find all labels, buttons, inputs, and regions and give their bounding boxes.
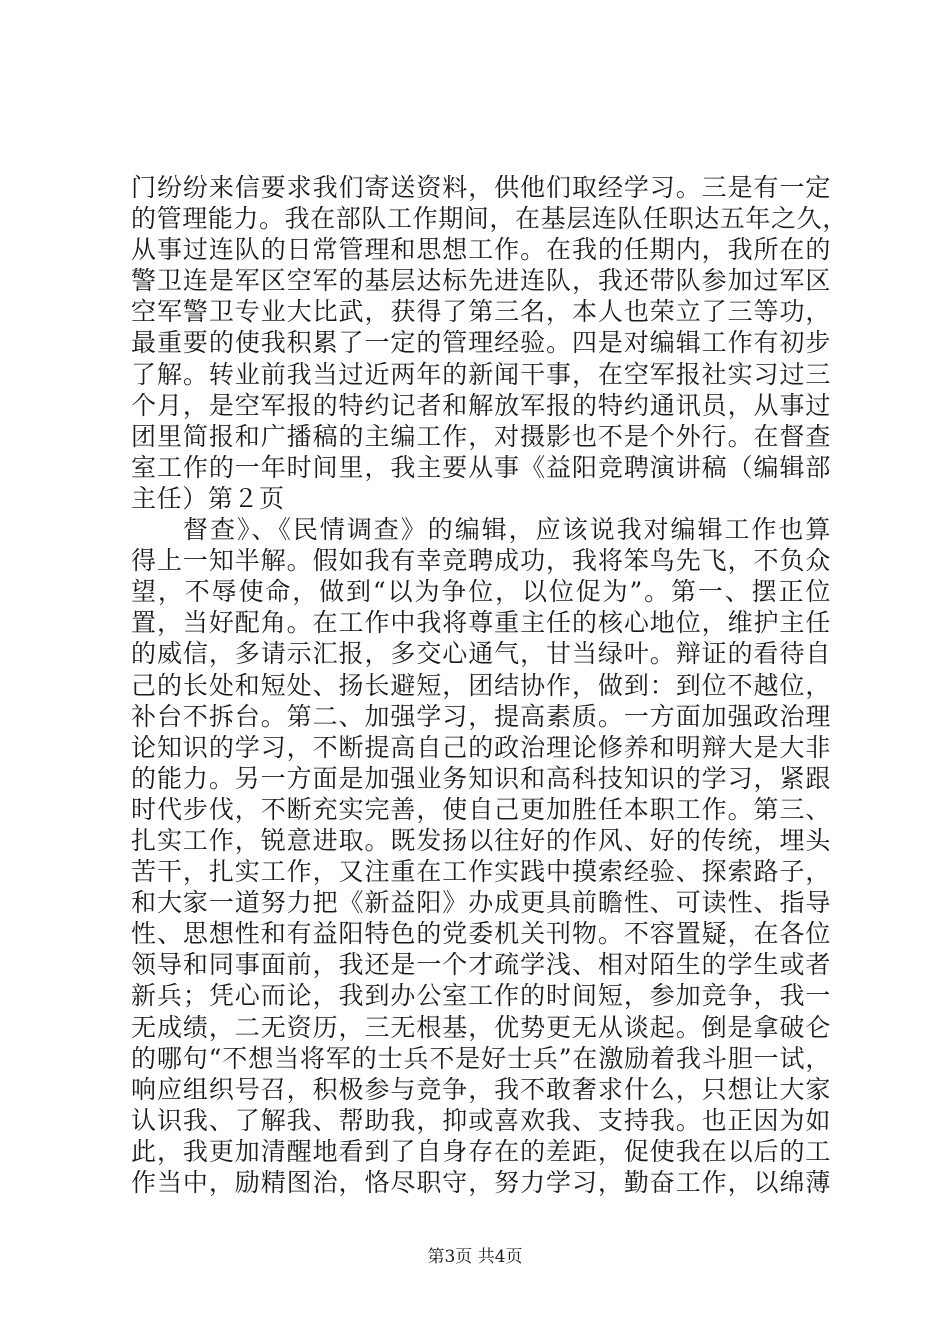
text-line: 苦干，扎实工作，又注重在工作实践中摸索经验、探索路子，: [131, 857, 831, 887]
text-line: 己的长处和短处、扬长避短，团结协作，做到：到位不越位，: [131, 670, 831, 700]
text-line: 新兵；凭心而论，我到办公室工作的时间短，参加竞争，我一: [131, 981, 831, 1011]
text-line: 的能力。另一方面是加强业务知识和高科技知识的学习，紧跟: [131, 763, 831, 793]
text-line: 空军警卫专业大比武，获得了第三名，本人也荣立了三等功，: [131, 297, 831, 327]
text-line: 望，不辱使命，做到“以为争位，以位促为”。第一、摆正位: [131, 577, 831, 607]
text-line: 置，当好配角。在工作中我将尊重主任的核心地位，维护主任: [131, 608, 831, 638]
body-text: [131, 172, 848, 1198]
text-line: 团里简报和广播稿的主编工作，对摄影也不是个外行。在督查: [131, 421, 831, 451]
text-line: 警卫连是军区空军的基层达标先进连队，我还带队参加过军区: [131, 266, 831, 296]
text-line: 补台不拆台。第二、加强学习，提高素质。一方面加强政治理: [131, 701, 831, 731]
text-line: 领导和同事面前，我还是一个才疏学浅、相对陌生的学生或者: [131, 950, 831, 980]
text-line: 最重要的使我积累了一定的管理经验。四是对编辑工作有初步: [131, 328, 831, 358]
text-line: 时代步伐，不断充实完善，使自己更加胜任本职工作。第三、: [131, 794, 831, 824]
text-line: 和大家一道努力把《新益阳》办成更具前瞻性、可读性、指导: [131, 888, 831, 918]
text-line: 的威信，多请示汇报，多交心通气，甘当绿叶。辩证的看待自: [131, 639, 831, 669]
text-line: 室工作的一年时间里，我主要从事《益阳竞聘演讲稿（编辑部: [131, 452, 831, 482]
text-line: 此，我更加清醒地看到了自身存在的差距，促使我在以后的工: [131, 1136, 831, 1166]
text-line: 个月，是空军报的特约记者和解放军报的特约通讯员，从事过: [131, 390, 831, 420]
text-line: 督查》、《民情调查》的编辑，应该说我对编辑工作也算: [183, 515, 831, 545]
text-line: 作当中，励精图治，恪尽职守，努力学习，勤奋工作，以绵薄: [131, 1168, 831, 1197]
text-line: 主任）第２页: [131, 483, 285, 513]
text-line: 门纷纷来信要求我们寄送资料，供他们取经学习。三是有一定: [131, 173, 831, 202]
text-line: 了解。转业前我当过近两年的新闻干事，在空军报社实习过三: [131, 359, 831, 389]
text-line: 的哪句“不想当将军的士兵不是好士兵”在激励着我斗胆一试，: [131, 1043, 831, 1073]
text-line: 的管理能力。我在部队工作期间，在基层连队任职达五年之久，: [131, 204, 848, 234]
text-line: 性、思想性和有益阳特色的党委机关刊物。不容置疑，在各位: [131, 919, 831, 949]
text-line: 认识我、了解我、帮助我，抑或喜欢我、支持我。也正因为如: [131, 1105, 831, 1135]
page-footer: 第3页 共4页: [427, 1247, 523, 1267]
text-line: 无成绩，二无资历，三无根基，优势更无从谈起。倒是拿破仑: [131, 1012, 831, 1042]
text-line: 得上一知半解。假如我有幸竞聘成功，我将笨鸟先飞，不负众: [131, 546, 831, 576]
text-line: 响应组织号召，积极参与竞争，我不敢奢求什么，只想让大家: [131, 1074, 831, 1104]
text-line: 论知识的学习，不断提高自己的政治理论修养和明辩大是大非: [131, 732, 831, 762]
text-line: 扎实工作，锐意进取。既发扬以往好的作风、好的传统，埋头: [131, 825, 831, 855]
text-line: 从事过连队的日常管理和思想工作。在我的任期内，我所在的: [131, 235, 831, 265]
